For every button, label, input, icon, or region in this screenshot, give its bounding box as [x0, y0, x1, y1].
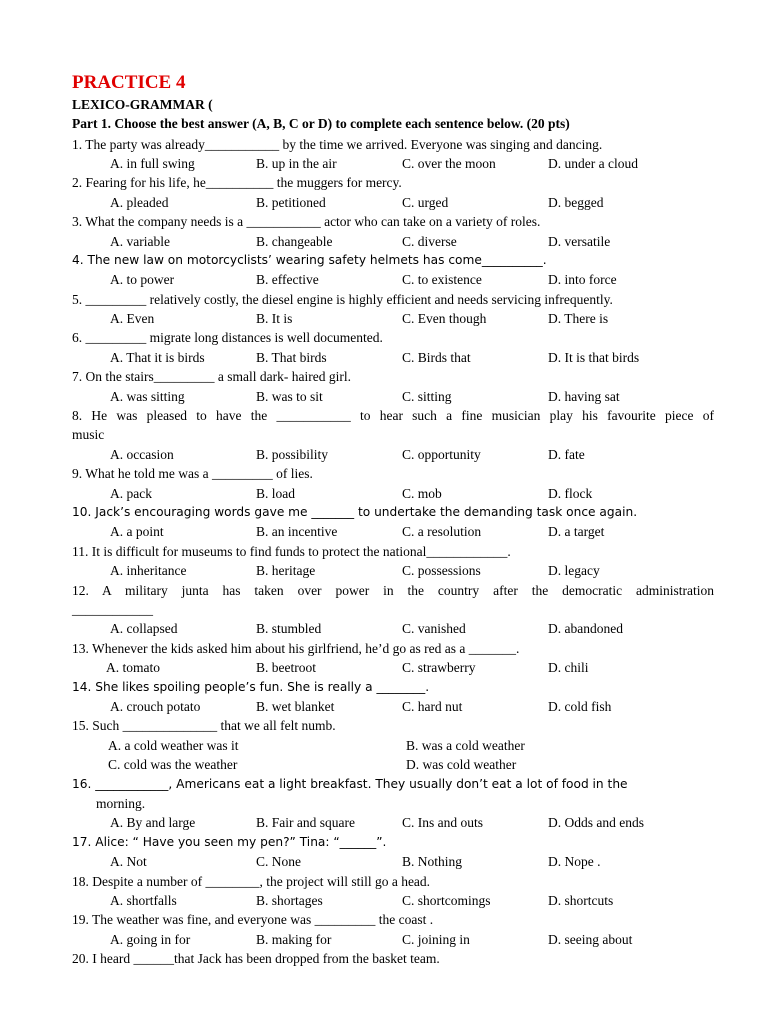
option-c: C. shortcomings [402, 893, 491, 909]
question-list [72, 135, 714, 969]
question-18 [72, 872, 714, 911]
question-stem [72, 581, 714, 620]
answer-options [72, 619, 714, 638]
part-instruction: Part 1. Choose the best answer (A, B, C or D) to complete each sentence below. (20 pts) [72, 116, 570, 131]
option-c: C. diverse [402, 233, 457, 249]
option-d: D. into force [548, 272, 617, 288]
option-d: D. fate [548, 446, 585, 462]
option-a: A. inheritance [110, 563, 187, 579]
question-5 [72, 290, 714, 329]
option-c: C. vanished [402, 621, 466, 637]
question-10 [72, 503, 714, 542]
question-stem-continuation: ____________ [72, 602, 153, 618]
option-c: C. cold was the weather [108, 757, 238, 773]
answer-options [72, 445, 714, 464]
option-a: A. tomato [106, 660, 160, 676]
question-6 [72, 328, 714, 367]
option-b: B. up in the air [256, 155, 337, 171]
option-b: B. beetroot [256, 660, 316, 676]
option-d: D. under a cloud [548, 155, 638, 171]
option-b: B. That birds [256, 349, 327, 365]
question-stem: 1. The party was already___________ by the time we arrived. Everyone was singing and dancing. [72, 136, 603, 152]
answer-options [72, 154, 714, 173]
option-b: B. petitioned [256, 194, 326, 210]
question-stem: 3. What the company needs is a ___________ actor who can take on a variety of roles. [72, 214, 541, 230]
option-c: C. joining in [402, 931, 470, 947]
option-b: B. possibility [256, 446, 329, 462]
option-b: B. shortages [256, 893, 323, 909]
option-a: A. crouch potato [110, 699, 201, 715]
answer-options [72, 193, 714, 212]
question-stem: 14. She likes spoiling people’s fun. She is really a ________. [72, 679, 430, 694]
option-a: A. variable [110, 233, 170, 249]
answer-options [72, 852, 714, 871]
option-a: A. Not [110, 854, 147, 870]
question-stem: 7. On the stairs_________ a small dark- haired girl. [72, 369, 351, 385]
answer-options [72, 930, 714, 949]
option-b: B. wet blanket [256, 699, 335, 715]
option-a: A. occasion [110, 446, 174, 462]
option-b: B. was to sit [256, 388, 323, 404]
option-d: D. shortcuts [548, 893, 614, 909]
option-d: D. a target [548, 524, 605, 540]
option-a: A. in full swing [110, 155, 195, 171]
answer-options [72, 813, 714, 832]
option-d: D. having sat [548, 388, 620, 404]
question-stem: 5. _________ relatively costly, the diesel engine is highly efficient and needs servicing infrequently. [72, 291, 613, 307]
option-c: C. mob [402, 485, 442, 501]
section-heading: LEXICO-GRAMMAR ( [72, 97, 213, 112]
question-14 [72, 678, 714, 717]
option-d: D. Nope . [548, 854, 601, 870]
option-d: D. Odds and ends [548, 815, 644, 831]
option-b: B. effective [256, 272, 319, 288]
option-b: B. was a cold weather [406, 737, 525, 753]
answer-options [72, 484, 714, 503]
option-c: C. Ins and outs [402, 815, 483, 831]
option-c: C. possessions [402, 563, 481, 579]
option-d: D. There is [548, 311, 609, 327]
option-a: A. pack [110, 485, 152, 501]
question-stem: 16. ____________, Americans eat a light breakfast. They usually don’t eat a lot of food in the [72, 776, 628, 791]
option-b: B. load [256, 485, 295, 501]
question-20 [72, 949, 714, 968]
option-a: A. pleaded [110, 194, 169, 210]
answer-options [72, 387, 714, 406]
answer-options [72, 270, 714, 289]
question-stem-line: 8. He was pleased to have the ___________ to hear such a fine musician play his favourite piece of [72, 408, 714, 424]
question-4 [72, 251, 714, 290]
answer-options-row-1 [72, 736, 714, 755]
option-a: A. was sitting [110, 388, 185, 404]
question-11 [72, 542, 714, 581]
question-stem: 20. I heard ______that Jack has been dropped from the basket team. [72, 951, 440, 967]
option-c: C. Even though [402, 311, 487, 327]
question-7 [72, 367, 714, 406]
option-a: A. That it is birds [110, 349, 205, 365]
answer-options [72, 658, 714, 677]
option-d: D. flock [548, 485, 593, 501]
option-c: C. urged [402, 194, 449, 210]
question-stem: 6. _________ migrate long distances is well documented. [72, 330, 383, 346]
option-a: A. collapsed [110, 621, 178, 637]
answer-options [72, 561, 714, 580]
option-b: B. stumbled [256, 621, 322, 637]
option-c: C. opportunity [402, 446, 481, 462]
option-d: D. versatile [548, 233, 611, 249]
option-d: D. chili [548, 660, 589, 676]
question-1 [72, 135, 714, 174]
option-c: C. Birds that [402, 349, 471, 365]
page-title: PRACTICE 4 [72, 72, 186, 93]
option-d: D. abandoned [548, 621, 623, 637]
option-d: D. It is that birds [548, 349, 640, 365]
answer-options [72, 697, 714, 716]
option-c: C. sitting [402, 388, 452, 404]
option-b: B. heritage [256, 563, 316, 579]
question-stem: 17. Alice: “ Have you seen my pen?” Tina: “______”. [72, 834, 387, 849]
question-stem: 18. Despite a number of ________, the project will still go a head. [72, 873, 431, 889]
answer-options [72, 891, 714, 910]
answer-options [72, 522, 714, 541]
option-c: C. over the moon [402, 155, 496, 171]
option-c: C. to existence [402, 272, 482, 288]
question-stem: 19. The weather was fine, and everyone was _________ the coast . [72, 912, 434, 928]
question-13 [72, 639, 714, 678]
option-d: D. cold fish [548, 699, 612, 715]
question-8 [72, 406, 714, 464]
question-stem: 13. Whenever the kids asked him about his girlfriend, he’d go as red as a _______. [72, 640, 520, 656]
option-c: C. a resolution [402, 524, 482, 540]
question-19 [72, 910, 714, 949]
question-stem: 4. The new law on motorcyclists’ wearing safety helmets has come__________. [72, 252, 547, 267]
question-stem: 2. Fearing for his life, he__________ the muggers for mercy. [72, 175, 402, 191]
question-15 [72, 716, 714, 774]
question-stem-continuation: morning. [96, 796, 146, 812]
option-b: B. making for [256, 931, 332, 947]
question-stem-continuation: music [72, 427, 105, 443]
option-a: A. shortfalls [110, 893, 177, 909]
question-stem [72, 406, 714, 445]
option-a: A. a cold weather was it [108, 737, 239, 753]
option-c: B. Nothing [402, 854, 463, 870]
option-d: D. was cold weather [406, 757, 517, 773]
question-stem: 10. Jack’s encouraging words gave me _______ to undertake the demanding task once again. [72, 505, 638, 520]
option-c: C. strawberry [402, 660, 476, 676]
question-3 [72, 212, 714, 251]
option-a: A. Even [110, 311, 155, 327]
question-2 [72, 173, 714, 212]
question-9 [72, 464, 714, 503]
question-stem: 15. Such ______________ that we all felt numb. [72, 718, 336, 734]
question-12 [72, 581, 714, 639]
answer-options-row-2 [72, 755, 714, 774]
question-stem-line: 12. A military junta has taken over power in the country after the democratic administration [72, 582, 714, 598]
option-d: D. begged [548, 194, 604, 210]
question-stem: 9. What he told me was a _________ of lies. [72, 466, 313, 482]
option-d: D. seeing about [548, 931, 633, 947]
answer-options [72, 232, 714, 251]
option-b: C. None [256, 854, 301, 870]
question-17 [72, 833, 714, 872]
option-b: B. It is [256, 311, 293, 327]
answer-options [72, 309, 714, 328]
option-b: B. changeable [256, 233, 333, 249]
option-a: A. to power [110, 272, 175, 288]
answer-options [72, 348, 714, 367]
option-b: B. an incentive [256, 524, 338, 540]
option-a: A. going in for [110, 931, 191, 947]
option-d: D. legacy [548, 563, 600, 579]
question-16 [72, 775, 714, 833]
option-b: B. Fair and square [256, 815, 355, 831]
option-c: C. hard nut [402, 699, 463, 715]
option-a: A. a point [110, 524, 164, 540]
option-a: A. By and large [110, 815, 196, 831]
question-stem: 11. It is difficult for museums to find funds to protect the national____________. [72, 543, 511, 559]
